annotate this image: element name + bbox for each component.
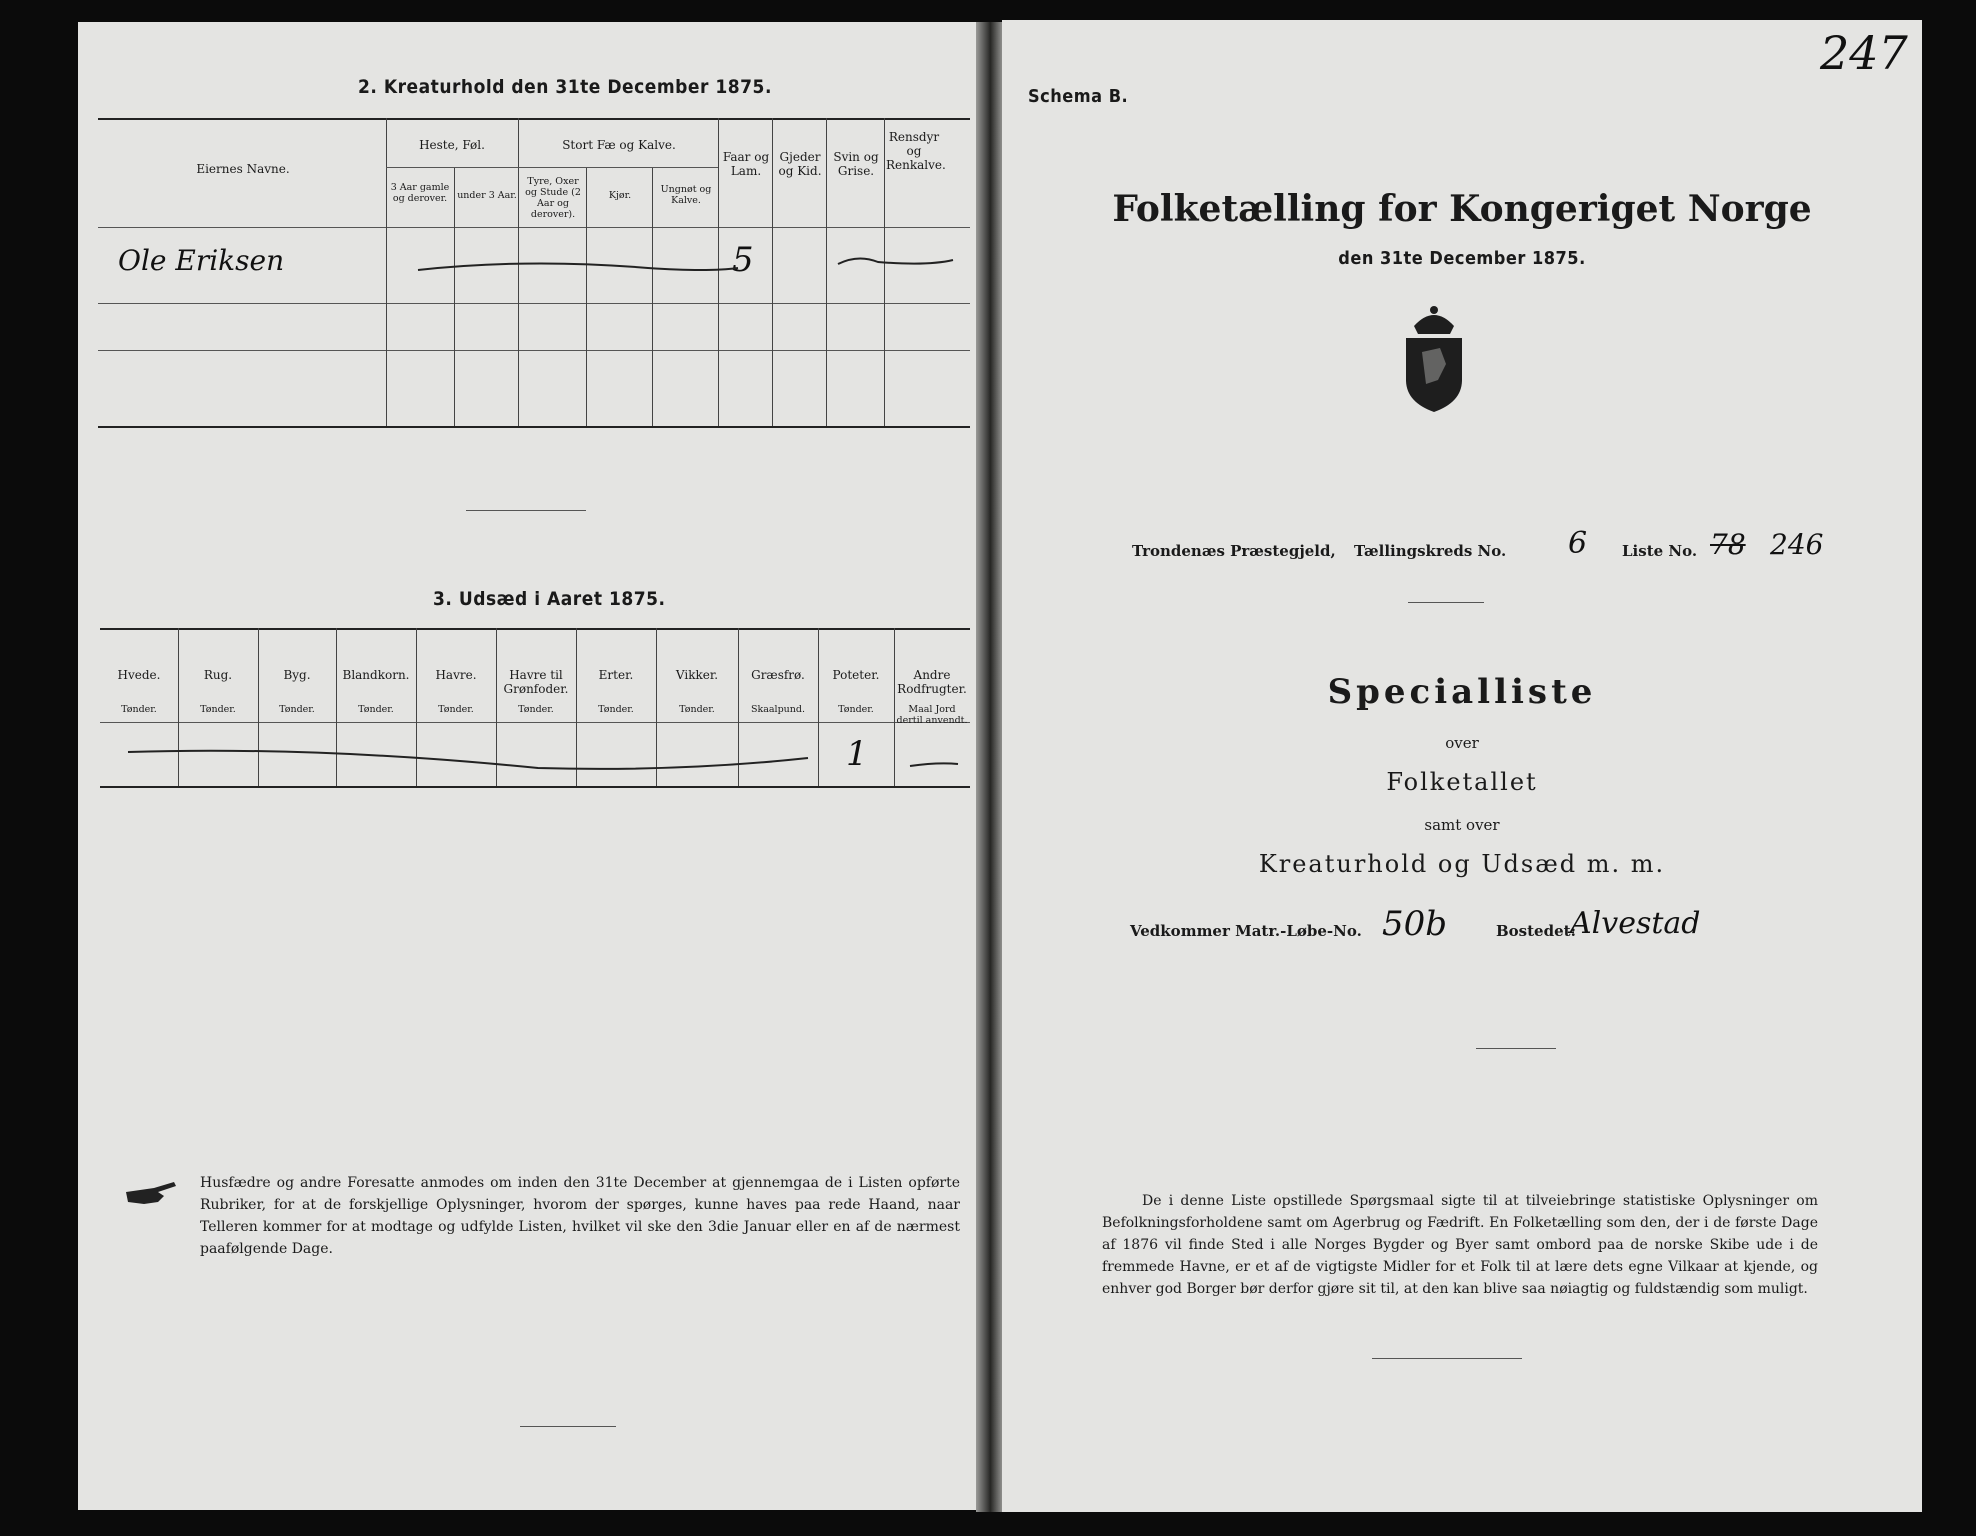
col-divider (454, 167, 455, 426)
potato-count: 1 (846, 734, 868, 774)
separator-line (466, 510, 586, 511)
seed-header-unit: Tønder. (200, 704, 236, 715)
title-date: den 31te December 1875. (1338, 248, 1586, 269)
bosted-label: Bostedet: (1496, 922, 1577, 940)
header-goats: Gjeder og Kid. (778, 150, 822, 178)
separator-line (1476, 1048, 1556, 1049)
header-young-cattle: Ungnøt og Kalve. (660, 184, 712, 206)
main-title: Folketælling for Kongeriget Norge (1112, 188, 1812, 230)
seed-header-name: Havre til Grønfoder. (503, 668, 569, 696)
header-sheep: Faar og Lam. (722, 150, 770, 178)
seed-header-name: Hvede. (117, 668, 161, 682)
table-header-rule (98, 227, 970, 228)
book-gutter (976, 22, 1002, 1512)
seed-header-name: Andre Rodfrugter. (897, 668, 967, 696)
seed-header-unit: Tønder. (838, 704, 874, 715)
header-bulls: Tyre, Oxer og Stude (2 Aar og derover). (525, 176, 581, 220)
seed-header-unit: Tønder. (121, 704, 157, 715)
special-title: Specialliste (1327, 672, 1597, 712)
owner-name: Ole Eriksen (118, 244, 285, 277)
schema-label: Schema B. (1028, 86, 1129, 107)
left-page (78, 22, 976, 1510)
col-divider (586, 167, 587, 426)
seed-header-unit: Tønder. (518, 704, 554, 715)
seed-bottom-rule (100, 786, 970, 788)
folketallet-text: Folketallet (1386, 768, 1538, 796)
district-label: Trondenæs Præstegjeld, (1132, 542, 1336, 560)
coat-of-arms-icon (1396, 304, 1472, 414)
header-horses-young: under 3 Aar. (457, 190, 517, 201)
bottom-info-text: De i denne Liste opstillede Spørgsmaal sigte til at tilveiebringe statistiske Oplysninger om Befolkningsforholdene samt om Agerbrug og Fædrift. En Folketælling som den, der i de første Dage af 1876 vil finde Sted i alle Norges Bygder og Byer samt ombord paa de norske Skibe ude i de fremmede Havne, er et af de vigtigste Midler for et Folk til at lære dets egne Vilkaar at kjende, og enhver god Borger bør derfor gjøre sit til, at den kan blive saa nøiagtig og fuldstændig som muligt. (1102, 1193, 1818, 1297)
seed-header-name: Græsfrø. (751, 668, 805, 682)
liste-label: Liste No. (1622, 542, 1698, 560)
liste-struck-value: 78 (1710, 528, 1746, 561)
notice-text: Husfædre og andre Foresatte anmodes om inden den 31te December at gjennemgaa de i Listen opførte Rubriker, for at de forskjellige Oplysninger, hvorom der spørges, kunne haves paa rede Haand, naar Telleren kommer for at modtage og udfylde Listen, hvilket vil ske den 3die Januar eller en af de nærmest paafølgende Dage. (200, 1175, 960, 1257)
samt-over-text: samt over (1424, 816, 1500, 834)
table-row-rule (98, 350, 970, 351)
seed-header-name: Vikker. (675, 668, 719, 682)
seed-header-name: Byg. (283, 668, 311, 682)
bosted-value: Alvestad (1570, 906, 1701, 941)
seed-header-name: Poteter. (832, 668, 880, 682)
kreds-value: 6 (1568, 526, 1588, 561)
seed-header-unit: Tønder. (598, 704, 634, 715)
separator-line (520, 1426, 616, 1427)
right-page (1002, 20, 1922, 1512)
seed-header-unit: Tønder. (279, 704, 315, 715)
table-bottom-rule (98, 426, 970, 428)
seed-header-rule (100, 722, 970, 723)
matr-label: Vedkommer Matr.-Løbe-No. (1130, 922, 1362, 940)
section3-title: 3. Udsæd i Aaret 1875. (433, 588, 666, 610)
kreaturhold-text: Kreaturhold og Udsæd m. m. (1258, 850, 1666, 878)
subheader-rule (386, 167, 718, 168)
matr-value: 50b (1382, 904, 1448, 944)
header-horses: Heste, Føl. (419, 138, 485, 152)
seed-header-unit: Tønder. (679, 704, 715, 715)
seed-top-rule (100, 628, 970, 630)
seed-header-unit: Maal Jord dertil anvendt. (896, 704, 968, 726)
table-row-rule (98, 303, 970, 304)
table-top-rule (98, 118, 970, 120)
section2-title: 2. Kreaturhold den 31te December 1875. (358, 76, 772, 98)
separator-line (1372, 1358, 1522, 1359)
sheep-count: 5 (732, 240, 754, 280)
dash-marks (408, 244, 968, 284)
seed-header-unit: Skaalpund. (750, 704, 806, 715)
page-number: 247 (1820, 26, 1908, 80)
liste-value: 246 (1770, 528, 1824, 561)
seed-header-name: Havre. (435, 668, 477, 682)
seed-dash-marks (118, 732, 978, 782)
header-cattle: Stort Fæ og Kalve. (562, 138, 676, 152)
seed-header-unit: Tønder. (438, 704, 474, 715)
header-pigs: Svin og Grise. (833, 150, 879, 178)
over-text: over (1445, 734, 1479, 752)
header-cows: Kjør. (608, 190, 632, 201)
seed-header-unit: Tønder. (358, 704, 394, 715)
col-divider (652, 167, 653, 426)
header-reindeer: Rensdyr og Renkalve. (886, 130, 946, 172)
pointing-hand-icon (124, 1174, 178, 1208)
kreds-label: Tællingskreds No. (1354, 542, 1507, 560)
header-owner: Eiernes Navne. (196, 162, 290, 176)
seed-header-name: Erter. (598, 668, 634, 682)
seed-header-name: Rug. (203, 668, 233, 682)
seed-header-name: Blandkorn. (342, 668, 410, 682)
header-horses-old: 3 Aar gamle og derover. (390, 182, 450, 204)
col-divider (386, 118, 387, 426)
separator-line (1408, 602, 1484, 603)
